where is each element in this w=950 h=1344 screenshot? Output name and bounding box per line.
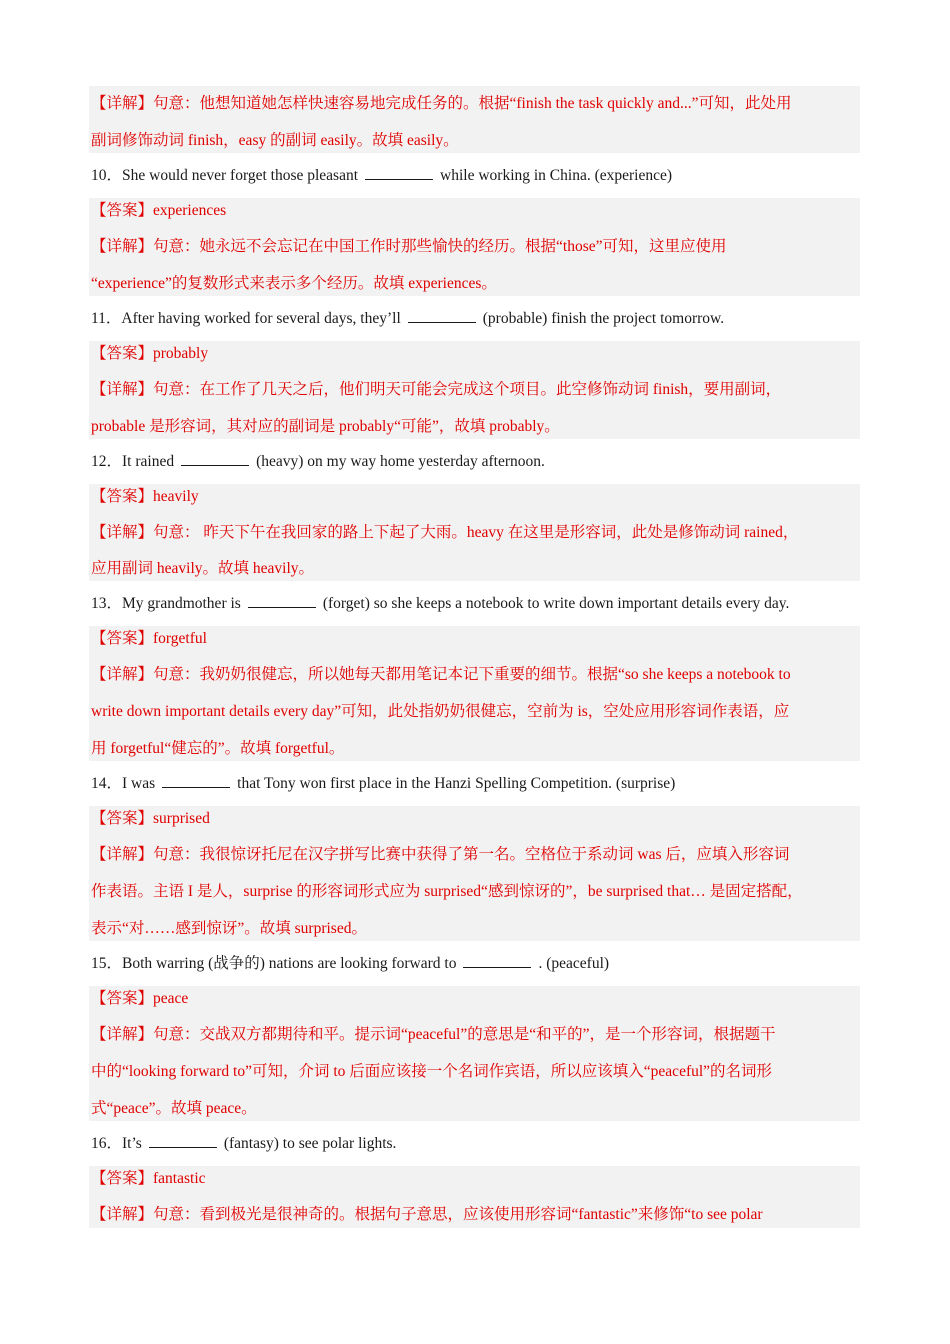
question-text: 14．I was [91, 775, 156, 792]
question-11 [91, 307, 724, 331]
question-16 [91, 1132, 396, 1156]
answer-box [89, 626, 860, 761]
answer-line: 【答案】peace [91, 990, 189, 1007]
question-text: 11．After having worked for several days, they’ll [91, 310, 401, 327]
question-text: 12．It rained [91, 453, 175, 470]
explanation-box [89, 86, 860, 153]
answer-line: 【答案】forgetful [91, 630, 207, 647]
detail-line: 【详解】句意：他想知道她怎样快速容易地完成任务的。根据“finish the task quickly and...”可知，此处用 [91, 95, 792, 112]
answer-blank [149, 1133, 217, 1148]
answer-line: 【答案】surprised [91, 810, 210, 827]
question-text: 15．Both warring (战争的) nations are looking forward to [91, 955, 457, 972]
question-text: . (peaceful) [538, 955, 610, 972]
answer-box [89, 341, 860, 439]
detail-line: 应用副词 heavily。故填 heavily。 [91, 560, 314, 577]
detail-line: 【详解】句意：看到极光是很神奇的。根据句子意思，应该使用形容词“fantastic”来修饰“to see polar [91, 1206, 763, 1223]
question-10 [91, 164, 672, 188]
question-text: that Tony won first place in the Hanzi Spelling Competition. (surprise) [237, 775, 676, 792]
question-12 [91, 450, 545, 474]
question-text: while working in China. (experience) [440, 167, 673, 184]
answer-line: 【答案】fantastic [91, 1170, 206, 1187]
answer-box [89, 806, 860, 941]
detail-line: 作表语。主语 I 是人，surprise 的形容词形式应为 surprised“感到惊讶的”，be surprised that… 是固定搭配， [91, 883, 803, 900]
detail-line: 【详解】句意：我很惊讶托尼在汉字拼写比赛中获得了第一名。空格位于系动词 was 后，应填入形容词 [91, 846, 790, 863]
detail-line: 用 forgetful“健忘的”。故填 forgetful。 [91, 740, 345, 757]
detail-line: 【详解】句意：我奶奶很健忘，所以她每天都用笔记本记下重要的细节。根据“so she keeps a notebook to [91, 666, 791, 683]
answer-box [89, 484, 860, 581]
answer-box [89, 198, 860, 296]
question-text: 16．It’s [91, 1135, 142, 1152]
answer-blank [248, 593, 316, 608]
detail-line: write down important details every day”可知，此处指奶奶很健忘，空前为 is，空处应用形容词作表语，应 [91, 703, 790, 720]
detail-line: 【详解】句意：她永远不会忘记在中国工作时那些愉快的经历。根据“those”可知，这里应使用 [91, 238, 727, 255]
detail-line: 【详解】句意：在工作了几天之后，他们明天可能会完成这个项目。此空修饰动词 finish，要用副词， [91, 381, 782, 398]
answer-blank [365, 165, 433, 180]
detail-line: 【详解】句意： 昨天下午在我回家的路上下起了大雨。heavy 在这里是形容词，此处是修饰动词 rained， [91, 524, 799, 541]
answer-line: 【答案】experiences [91, 202, 227, 219]
answer-box [89, 986, 860, 1121]
question-text: (fantasy) to see polar lights. [223, 1135, 397, 1152]
answer-blank [181, 451, 249, 466]
answer-blank [162, 773, 230, 788]
question-text: (heavy) on my way home yesterday afternoon. [256, 453, 545, 470]
question-15 [91, 952, 609, 976]
detail-line: “experience”的复数形式来表示多个经历。故填 experiences。 [91, 275, 497, 292]
question-13 [91, 592, 789, 616]
detail-line: 【详解】句意：交战双方都期待和平。提示词“peaceful”的意思是“和平的”，是一个形容词，根据题干 [91, 1026, 776, 1043]
answer-blank [463, 953, 531, 968]
question-text: (probable) finish the project tomorrow. [482, 310, 725, 327]
detail-line: probable 是形容词，其对应的副词是 probably“可能”，故填 probably。 [91, 418, 560, 435]
question-14 [91, 772, 675, 796]
answer-blank [408, 308, 476, 323]
answer-line: 【答案】heavily [91, 488, 199, 505]
question-text: (forget) so she keeps a notebook to write down important details every day. [322, 595, 790, 612]
detail-line: 中的“looking forward to”可知，介词 to 后面应该接一个名词作宾语，所以应该填入“peaceful”的名词形 [91, 1063, 773, 1080]
detail-line: 式“peace”。故填 peace。 [91, 1100, 257, 1117]
detail-line: 副词修饰动词 finish，easy 的副词 easily。故填 easily。 [91, 132, 459, 149]
question-text: 10．She would never forget those pleasant [91, 167, 359, 184]
detail-line: 表示“对……感到惊讶”。故填 surprised。 [91, 920, 367, 937]
answer-line: 【答案】probably [91, 345, 209, 362]
question-text: 13．My grandmother is [91, 595, 241, 612]
answer-box [89, 1166, 860, 1228]
